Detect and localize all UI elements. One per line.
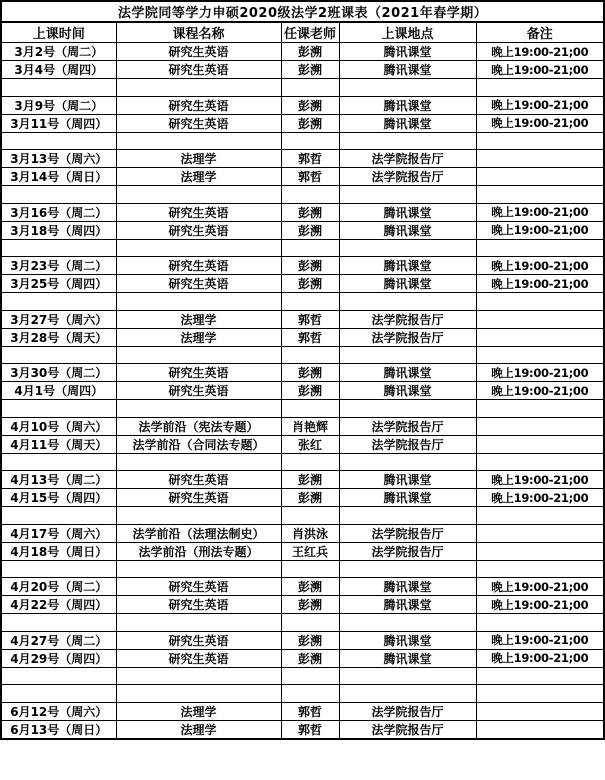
- table-row: [1, 720, 604, 739]
- cell-time: [1, 614, 116, 632]
- cell-teacher: 彭溯: [281, 114, 339, 132]
- cell-time: [1, 239, 116, 257]
- spacer-row: [1, 614, 604, 632]
- cell-note: [476, 150, 604, 168]
- table-row: [1, 168, 604, 186]
- spacer-row: [1, 79, 604, 97]
- cell-course: 研究生英语: [116, 631, 281, 649]
- table-row: [1, 524, 604, 542]
- cell-teacher: 彭溯: [281, 203, 339, 221]
- cell-note: [476, 720, 604, 739]
- cell-teacher: [281, 560, 339, 578]
- spacer-row: [1, 186, 604, 204]
- cell-time: 4月13号（周二）: [1, 471, 116, 489]
- cell-location: 腾讯课堂: [339, 578, 476, 596]
- cell-location: 腾讯课堂: [339, 203, 476, 221]
- cell-course: [116, 132, 281, 150]
- cell-course: 法学前沿（合同法专题）: [116, 435, 281, 453]
- cell-teacher: 肖艳辉: [281, 417, 339, 435]
- cell-teacher: 郭哲: [281, 310, 339, 328]
- cell-location: 法学院报告厅: [339, 542, 476, 560]
- cell-course: [116, 507, 281, 525]
- spacer-row: [1, 293, 604, 311]
- cell-location: 腾讯课堂: [339, 596, 476, 614]
- cell-time: 3月2号（周二）: [1, 43, 116, 61]
- spacer-row: [1, 239, 604, 257]
- table-row: [1, 471, 604, 489]
- title-row: [1, 1, 604, 22]
- cell-teacher: [281, 685, 339, 703]
- cell-time: 3月11号（周四）: [1, 114, 116, 132]
- cell-note: 晚上19:00-21;00: [476, 489, 604, 507]
- cell-teacher: 彭溯: [281, 649, 339, 667]
- cell-note: [476, 667, 604, 685]
- cell-note: [476, 417, 604, 435]
- table-row: [1, 382, 604, 400]
- cell-teacher: [281, 186, 339, 204]
- cell-teacher: [281, 239, 339, 257]
- spacer-row: [1, 132, 604, 150]
- cell-location: [339, 685, 476, 703]
- cell-note: 晚上19:00-21;00: [476, 382, 604, 400]
- table-row: [1, 435, 604, 453]
- column-header-note: 备注: [476, 22, 604, 43]
- table-row: [1, 542, 604, 560]
- cell-location: 腾讯课堂: [339, 364, 476, 382]
- cell-location: [339, 453, 476, 471]
- cell-note: [476, 310, 604, 328]
- cell-location: [339, 132, 476, 150]
- cell-note: [476, 132, 604, 150]
- cell-location: 法学院报告厅: [339, 435, 476, 453]
- cell-teacher: 彭溯: [281, 364, 339, 382]
- cell-course: 研究生英语: [116, 43, 281, 61]
- cell-time: 4月17号（周六）: [1, 524, 116, 542]
- cell-location: 腾讯课堂: [339, 61, 476, 79]
- cell-course: 研究生英语: [116, 596, 281, 614]
- cell-location: 腾讯课堂: [339, 649, 476, 667]
- cell-time: [1, 400, 116, 418]
- cell-time: [1, 186, 116, 204]
- table-row: [1, 96, 604, 114]
- cell-location: 法学院报告厅: [339, 150, 476, 168]
- cell-teacher: [281, 79, 339, 97]
- cell-location: 腾讯课堂: [339, 43, 476, 61]
- cell-location: 法学院报告厅: [339, 720, 476, 739]
- cell-note: 晚上19:00-21;00: [476, 578, 604, 596]
- cell-course: [116, 79, 281, 97]
- cell-note: [476, 239, 604, 257]
- cell-teacher: 彭溯: [281, 489, 339, 507]
- cell-teacher: [281, 293, 339, 311]
- cell-time: 3月16号（周二）: [1, 203, 116, 221]
- table-row: [1, 150, 604, 168]
- cell-location: 法学院报告厅: [339, 328, 476, 346]
- cell-teacher: 彭溯: [281, 96, 339, 114]
- cell-teacher: 彭溯: [281, 43, 339, 61]
- cell-time: 4月20号（周二）: [1, 578, 116, 596]
- cell-location: 腾讯课堂: [339, 382, 476, 400]
- cell-note: 晚上19:00-21;00: [476, 471, 604, 489]
- schedule-body: [1, 43, 604, 739]
- cell-course: 法理学: [116, 720, 281, 739]
- cell-course: [116, 186, 281, 204]
- cell-note: [476, 346, 604, 364]
- cell-course: 研究生英语: [116, 221, 281, 239]
- cell-location: 腾讯课堂: [339, 257, 476, 275]
- column-header-course: 课程名称: [116, 22, 281, 43]
- cell-course: 研究生英语: [116, 275, 281, 293]
- column-header-row: [1, 22, 604, 43]
- table-row: [1, 631, 604, 649]
- cell-teacher: [281, 507, 339, 525]
- table-row: [1, 61, 604, 79]
- table-row: [1, 417, 604, 435]
- cell-time: 3月18号（周四）: [1, 221, 116, 239]
- cell-note: 晚上19:00-21;00: [476, 96, 604, 114]
- cell-course: 法学前沿（宪法专题）: [116, 417, 281, 435]
- cell-time: 4月10号（周六）: [1, 417, 116, 435]
- cell-teacher: [281, 667, 339, 685]
- cell-location: 腾讯课堂: [339, 96, 476, 114]
- table-row: [1, 221, 604, 239]
- cell-location: [339, 186, 476, 204]
- table-row: [1, 364, 604, 382]
- cell-note: 晚上19:00-21;00: [476, 43, 604, 61]
- cell-location: [339, 400, 476, 418]
- cell-course: 研究生英语: [116, 257, 281, 275]
- cell-course: 研究生英语: [116, 382, 281, 400]
- cell-course: 法学前沿（刑法专题）: [116, 542, 281, 560]
- cell-note: 晚上19:00-21;00: [476, 114, 604, 132]
- cell-course: 研究生英语: [116, 649, 281, 667]
- table-row: [1, 257, 604, 275]
- cell-course: 法理学: [116, 702, 281, 720]
- cell-course: [116, 560, 281, 578]
- cell-note: [476, 614, 604, 632]
- cell-teacher: 彭溯: [281, 61, 339, 79]
- cell-time: [1, 685, 116, 703]
- cell-location: [339, 239, 476, 257]
- cell-time: 3月9号（周二）: [1, 96, 116, 114]
- cell-time: [1, 560, 116, 578]
- table-row: [1, 702, 604, 720]
- cell-teacher: 彭溯: [281, 631, 339, 649]
- cell-teacher: [281, 614, 339, 632]
- cell-time: 3月13号（周六）: [1, 150, 116, 168]
- cell-time: [1, 79, 116, 97]
- cell-note: 晚上19:00-21;00: [476, 257, 604, 275]
- cell-time: 3月27号（周六）: [1, 310, 116, 328]
- cell-time: [1, 507, 116, 525]
- cell-teacher: 郭哲: [281, 328, 339, 346]
- cell-location: 腾讯课堂: [339, 631, 476, 649]
- cell-course: 研究生英语: [116, 114, 281, 132]
- table-row: [1, 578, 604, 596]
- cell-note: [476, 702, 604, 720]
- cell-time: 4月11号（周天）: [1, 435, 116, 453]
- cell-time: [1, 293, 116, 311]
- cell-teacher: 彭溯: [281, 221, 339, 239]
- cell-teacher: 彭溯: [281, 578, 339, 596]
- column-header-teacher: 任课老师: [281, 22, 339, 43]
- cell-note: [476, 507, 604, 525]
- cell-course: 法理学: [116, 168, 281, 186]
- table-row: [1, 275, 604, 293]
- table-row: [1, 649, 604, 667]
- cell-teacher: 张红: [281, 435, 339, 453]
- cell-teacher: 郭哲: [281, 168, 339, 186]
- spacer-row: [1, 507, 604, 525]
- cell-note: 晚上19:00-21;00: [476, 631, 604, 649]
- cell-teacher: 彭溯: [281, 596, 339, 614]
- cell-time: 3月4号（周四）: [1, 61, 116, 79]
- cell-course: [116, 685, 281, 703]
- table-row: [1, 310, 604, 328]
- spacer-row: [1, 400, 604, 418]
- cell-teacher: 郭哲: [281, 702, 339, 720]
- cell-note: [476, 542, 604, 560]
- cell-teacher: [281, 400, 339, 418]
- table-row: [1, 596, 604, 614]
- cell-teacher: 彭溯: [281, 275, 339, 293]
- cell-note: 晚上19:00-21;00: [476, 203, 604, 221]
- column-header-location: 上课地点: [339, 22, 476, 43]
- cell-course: 法理学: [116, 310, 281, 328]
- table-row: [1, 43, 604, 61]
- cell-note: 晚上19:00-21;00: [476, 649, 604, 667]
- spacer-row: [1, 560, 604, 578]
- cell-course: 法理学: [116, 328, 281, 346]
- cell-time: [1, 346, 116, 364]
- cell-note: 晚上19:00-21;00: [476, 596, 604, 614]
- cell-location: [339, 667, 476, 685]
- cell-teacher: [281, 132, 339, 150]
- cell-note: [476, 524, 604, 542]
- spacer-row: [1, 453, 604, 471]
- table-row: [1, 114, 604, 132]
- cell-note: [476, 293, 604, 311]
- cell-note: 晚上19:00-21;00: [476, 61, 604, 79]
- cell-teacher: 郭哲: [281, 150, 339, 168]
- cell-time: 3月28号（周天）: [1, 328, 116, 346]
- cell-location: [339, 79, 476, 97]
- cell-location: 腾讯课堂: [339, 275, 476, 293]
- cell-location: [339, 560, 476, 578]
- cell-time: [1, 667, 116, 685]
- cell-location: [339, 507, 476, 525]
- cell-location: 法学院报告厅: [339, 524, 476, 542]
- cell-note: 晚上19:00-21;00: [476, 364, 604, 382]
- cell-time: 3月14号（周日）: [1, 168, 116, 186]
- cell-course: [116, 614, 281, 632]
- table-row: [1, 203, 604, 221]
- cell-teacher: 郭哲: [281, 720, 339, 739]
- cell-time: 4月15号（周四）: [1, 489, 116, 507]
- cell-course: [116, 400, 281, 418]
- cell-time: [1, 132, 116, 150]
- cell-course: 研究生英语: [116, 364, 281, 382]
- cell-location: 腾讯课堂: [339, 221, 476, 239]
- cell-note: [476, 560, 604, 578]
- cell-location: 腾讯课堂: [339, 114, 476, 132]
- cell-time: 4月22号（周四）: [1, 596, 116, 614]
- cell-course: 研究生英语: [116, 578, 281, 596]
- cell-time: 4月27号（周二）: [1, 631, 116, 649]
- cell-course: 研究生英语: [116, 61, 281, 79]
- cell-note: 晚上19:00-21;00: [476, 275, 604, 293]
- cell-course: [116, 667, 281, 685]
- cell-note: 晚上19:00-21;00: [476, 221, 604, 239]
- cell-location: 腾讯课堂: [339, 489, 476, 507]
- cell-teacher: 王红兵: [281, 542, 339, 560]
- cell-time: 6月13号（周日）: [1, 720, 116, 739]
- cell-location: 法学院报告厅: [339, 168, 476, 186]
- table-row: [1, 489, 604, 507]
- cell-location: 腾讯课堂: [339, 471, 476, 489]
- page-title: 法学院同等学力申硕2020级法学2班课表（2021年春学期）: [1, 1, 604, 22]
- cell-teacher: [281, 453, 339, 471]
- cell-teacher: 肖洪泳: [281, 524, 339, 542]
- cell-teacher: 彭溯: [281, 382, 339, 400]
- cell-location: [339, 346, 476, 364]
- cell-teacher: 彭溯: [281, 471, 339, 489]
- cell-time: 6月12号（周六）: [1, 702, 116, 720]
- cell-location: [339, 614, 476, 632]
- cell-time: 4月1号（周四）: [1, 382, 116, 400]
- cell-time: 3月25号（周四）: [1, 275, 116, 293]
- cell-course: 法学前沿（法理法制史）: [116, 524, 281, 542]
- spacer-row: [1, 685, 604, 703]
- cell-note: [476, 186, 604, 204]
- cell-course: 研究生英语: [116, 96, 281, 114]
- cell-course: 研究生英语: [116, 489, 281, 507]
- spacer-row: [1, 667, 604, 685]
- cell-course: 研究生英语: [116, 203, 281, 221]
- cell-time: 3月23号（周二）: [1, 257, 116, 275]
- cell-note: [476, 435, 604, 453]
- cell-time: 4月18号（周日）: [1, 542, 116, 560]
- cell-course: 研究生英语: [116, 471, 281, 489]
- cell-teacher: 彭溯: [281, 257, 339, 275]
- cell-course: [116, 239, 281, 257]
- cell-location: 法学院报告厅: [339, 310, 476, 328]
- cell-time: 4月29号（周四）: [1, 649, 116, 667]
- column-header-time: 上课时间: [1, 22, 116, 43]
- cell-location: [339, 293, 476, 311]
- cell-location: 法学院报告厅: [339, 702, 476, 720]
- cell-location: 法学院报告厅: [339, 417, 476, 435]
- cell-note: [476, 79, 604, 97]
- cell-time: 3月30号（周二）: [1, 364, 116, 382]
- cell-course: [116, 453, 281, 471]
- cell-note: [476, 400, 604, 418]
- cell-note: [476, 453, 604, 471]
- cell-time: [1, 453, 116, 471]
- cell-course: 法理学: [116, 150, 281, 168]
- cell-course: [116, 293, 281, 311]
- cell-course: [116, 346, 281, 364]
- cell-teacher: [281, 346, 339, 364]
- cell-note: [476, 168, 604, 186]
- spacer-row: [1, 346, 604, 364]
- table-row: [1, 328, 604, 346]
- cell-note: [476, 328, 604, 346]
- cell-note: [476, 685, 604, 703]
